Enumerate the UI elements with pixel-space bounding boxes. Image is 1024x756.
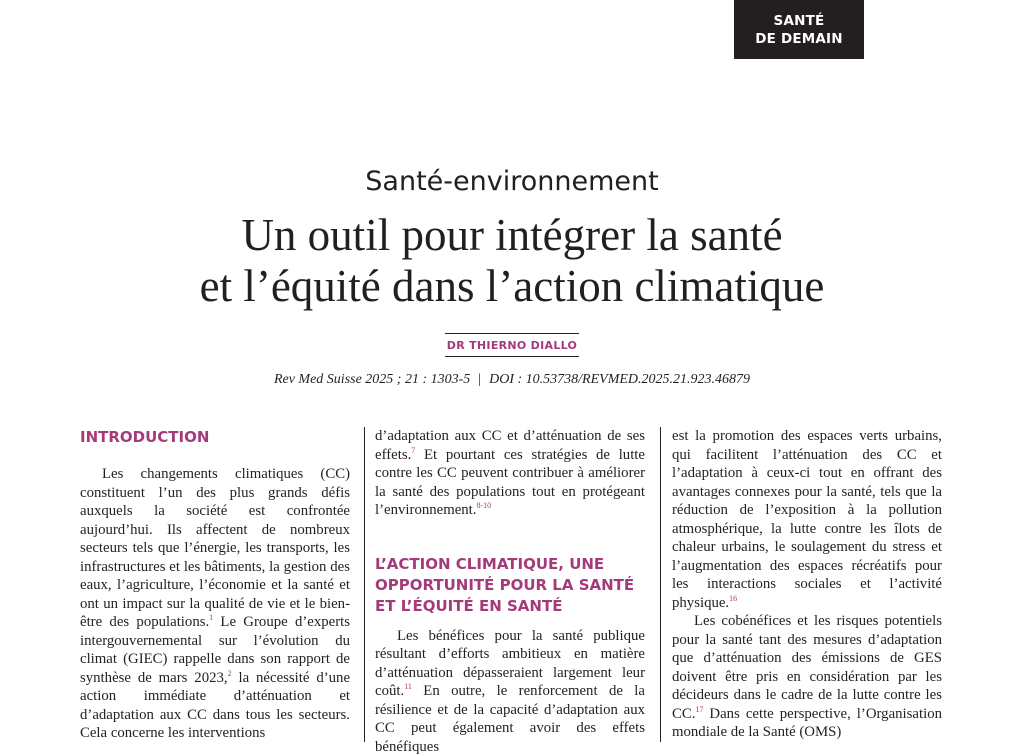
citation-separator: | — [478, 372, 481, 387]
doi-reference: DOI : 10.53738/REVMED.2025.21.923.46879 — [489, 372, 750, 387]
section-tag — [734, 0, 864, 59]
section-tag-line1: SANTÉ — [734, 12, 864, 30]
byline — [0, 333, 1024, 357]
section-heading-introduction: INTRODUCTION — [80, 427, 350, 448]
paragraph: Les changements climatiques (CC) constituent l’un des plus grands défis auxquels la société est confrontée aujourd’hui. Ils affectent de nombreux secteurs tels que l’énergie, les transports, les infrastructures et les bâtiments, la gestion des eaux, l’agriculture, l’économie et la santé et ont un impact sur la qualité de vie et le bien-être des populations.$^1$ Le Groupe d’experts intergouvernemental sur l’évolution du climat (GIEC) rappelle dans son rapport de synthèse de mars 2023,$^2$ la nécessité d’une action immédiate d’atténuation et d’adaptation aux CC dans tous les secteurs. Cela concerne les interventions — [80, 465, 350, 743]
paragraph: est la promotion des espaces verts urbains, qui facilitent l’atténuation des CC et l’adaptation à ceux-ci tout en offrant des avantages connexes pour la santé, tels que la réduction de l’exposition à la pollution atmosphérique, la lutte contre les îlots de chaleur urbains, le soulagement du stress et l’augmentation des espaces récréatifs pour les interactions sociales et l’activité physique.$^{16}$ — [672, 427, 942, 612]
column-divider-1 — [364, 427, 365, 742]
citation-line — [0, 372, 1024, 388]
article-title — [0, 210, 1024, 312]
text-column-3 — [672, 427, 942, 742]
reference-marker[interactable]: 16 — [729, 594, 737, 603]
column-divider-2 — [660, 427, 661, 742]
reference-marker[interactable]: 7 — [411, 446, 415, 455]
paragraph: d’adaptation aux CC et d’atténuation de ses effets.$^7$ Et pourtant ces stratégies de lutte contre les CC peuvent contribuer à améliorer la santé des populations tout en protégeant l’environnement.$^{8-10}$ — [375, 427, 645, 520]
paragraph: Les bénéfices pour la santé publique résultant d’efforts ambitieux en matière d’atténuation dépasseraient largement leur coût.$^{11}$ En outre, le renforcement de la résilience et de la capacité d’adaptation aux CC peut également avoir des effets bénéfiques — [375, 627, 645, 756]
reference-marker[interactable]: 2 — [228, 669, 232, 678]
reference-marker[interactable]: 8-10 — [477, 501, 492, 510]
paragraph: Les cobénéfices et les risques potentiels pour la santé tant des mesures d’adaptation que d’atténuation des émissions de GES doivent être pris en considération par les décideurs dans le cadre de la lutte contre les CC.$^{17}$ Dans cette perspective, l’Organisation mondiale de la Santé (OMS) — [672, 612, 942, 742]
section-tag-line2: DE DEMAIN — [734, 30, 864, 48]
article-kicker: Santé-environnement — [0, 166, 1024, 197]
author-name: DR THIERNO DIALLO — [445, 333, 579, 357]
text-column-1 — [80, 427, 350, 743]
reference-marker[interactable]: 1 — [209, 613, 213, 622]
title-line-2: et l’équité dans l’action climatique — [0, 261, 1024, 312]
reference-marker[interactable]: 11 — [404, 682, 412, 691]
journal-reference: Rev Med Suisse 2025 ; 21 : 1303-5 — [274, 372, 470, 387]
reference-marker[interactable]: 17 — [695, 705, 703, 714]
text-column-2 — [375, 427, 645, 756]
title-line-1: Un outil pour intégrer la santé — [0, 210, 1024, 261]
section-heading-action-climatique: L’ACTION CLIMATIQUE, UNE OPPORTUNITÉ POUR LA SANTÉ ET L’ÉQUITÉ EN SANTÉ — [375, 554, 645, 617]
